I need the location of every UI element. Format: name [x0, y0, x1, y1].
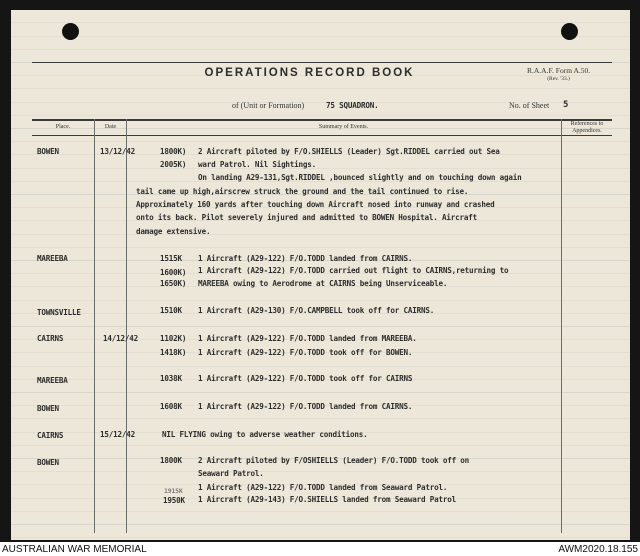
- entry-time: 1800K: [160, 456, 182, 465]
- entry-time: 1418K): [160, 348, 187, 357]
- col-refs-header: References to Appendices.: [570, 121, 604, 134]
- entry-text: damage extensive.: [136, 227, 211, 236]
- unit-value: 75 SQUADRON.: [326, 101, 379, 110]
- col-place-header: Place.: [55, 124, 71, 130]
- form-reference: [527, 66, 590, 84]
- col-date-header: Date: [104, 124, 117, 130]
- entry-place: BOWEN: [37, 404, 59, 413]
- entry-place: CAIRNS: [37, 334, 64, 343]
- footer-accession-number: AWM2020.18.155: [558, 544, 638, 555]
- entry-text: 2 Aircraft piloted by F/O.SHIELLS (Leader) Sgt.RIDDEL carried out Sea: [198, 147, 500, 156]
- entry-text: 1 Aircraft (A29-122) F/O.TODD took off for CAIRNS: [198, 374, 413, 383]
- entry-time: 1800K): [160, 147, 187, 156]
- entry-text: 1 Aircraft (A29-122) F/O.TODD landed from CAIRNS.: [198, 254, 413, 263]
- entry-text: ward Patrol. Nil Sightings.: [198, 160, 317, 169]
- footer-institution: AUSTRALIAN WAR MEMORIAL: [2, 544, 147, 555]
- entry-text: 1 Aircraft (A29-143) F/O.SHIELLS landed from Seaward Patrol: [198, 495, 456, 504]
- entry-place: TOWNSVILLE: [37, 308, 81, 317]
- entry-time: 1915K: [164, 487, 183, 495]
- col-divider-date: [126, 119, 127, 533]
- entry-text: 1 Aircraft (A29-122) F/O.TODD landed from MAREEBA.: [198, 334, 417, 343]
- entry-time: 1608K: [160, 402, 182, 411]
- entry-place: MAREEBA: [37, 254, 68, 263]
- entry-time: 1600K): [160, 268, 187, 277]
- entry-time: 1510K: [160, 306, 182, 315]
- punch-hole-left: [62, 23, 79, 40]
- entry-date: 15/12/42: [100, 430, 135, 439]
- entry-date: 14/12/42: [103, 334, 138, 343]
- entry-text: onto its back. Pilot severely injured and admitted to BOWEN Hospital. Aircraft: [136, 213, 478, 222]
- entry-text: On landing A29-131,Sgt.RIDDEL ,bounced slightly and on touching down again: [198, 173, 522, 182]
- entry-place: BOWEN: [37, 147, 59, 156]
- col-divider-place: [94, 119, 95, 533]
- entry-time: 1038K: [160, 374, 182, 383]
- entry-text: NIL FLYING owing to adverse weather conditions.: [162, 430, 368, 439]
- entry-place: BOWEN: [37, 458, 59, 467]
- unit-label: of (Unit or Formation): [232, 101, 305, 110]
- entry-time: 1950K: [163, 496, 185, 505]
- sheet-label: No. of Sheet: [509, 101, 550, 110]
- entry-text: Seaward Patrol.: [198, 469, 264, 478]
- punch-hole-right: [561, 23, 578, 40]
- entry-text: tail came up high,airscrew struck the ground and the tail continued to rise.: [136, 187, 469, 196]
- entry-text: 1 Aircraft (A29-122) F/O.TODD landed from Seaward Patrol.: [198, 483, 448, 492]
- entry-place: CAIRNS: [37, 431, 64, 440]
- top-rule: [32, 62, 612, 63]
- entry-text: 1 Aircraft (A29-130) F/O.CAMPBELL took off for CAIRNS.: [198, 306, 435, 315]
- entry-time: 2005K): [160, 160, 187, 169]
- entry-text: MAREEBA owing to Aerodrome at CAIRNS being Unserviceable.: [198, 279, 448, 288]
- sheet-value: 5: [563, 100, 569, 110]
- header-rule-bottom: [32, 135, 612, 136]
- col-summary-header: Summary of Events.: [318, 124, 369, 130]
- form-ref-sub: (Rev. '33.): [547, 76, 570, 82]
- form-title: OPERATIONS RECORD BOOK: [204, 67, 415, 79]
- entry-time: 1650K): [160, 279, 187, 288]
- entry-text: 2 Aircraft piloted by F/OSHIELLS (Leader) F/O.TODD took off on: [198, 456, 470, 465]
- entry-place: MAREEBA: [37, 376, 68, 385]
- header-rule-top: [32, 119, 612, 121]
- entry-text: 1 Aircraft (A29-122) F/O.TODD landed from CAIRNS.: [198, 402, 413, 411]
- form-ref-main: R.A.A.F. Form A.50.: [527, 66, 591, 75]
- entry-text: Approximately 160 yards after touching down Aircraft nosed into runway and crashed: [136, 200, 495, 209]
- entry-time: 1102K): [160, 334, 187, 343]
- entry-text: 1 Aircraft (A29-122) F/O.TODD carried out flight to CAIRNS,returning to: [198, 266, 509, 275]
- entry-date: 13/12/42: [100, 147, 135, 156]
- entry-text: 1 Aircraft (A29-122) F/O.TODD took off for BOWEN.: [198, 348, 413, 357]
- col-divider-refs: [561, 119, 562, 533]
- entry-time: 1515K: [160, 254, 182, 263]
